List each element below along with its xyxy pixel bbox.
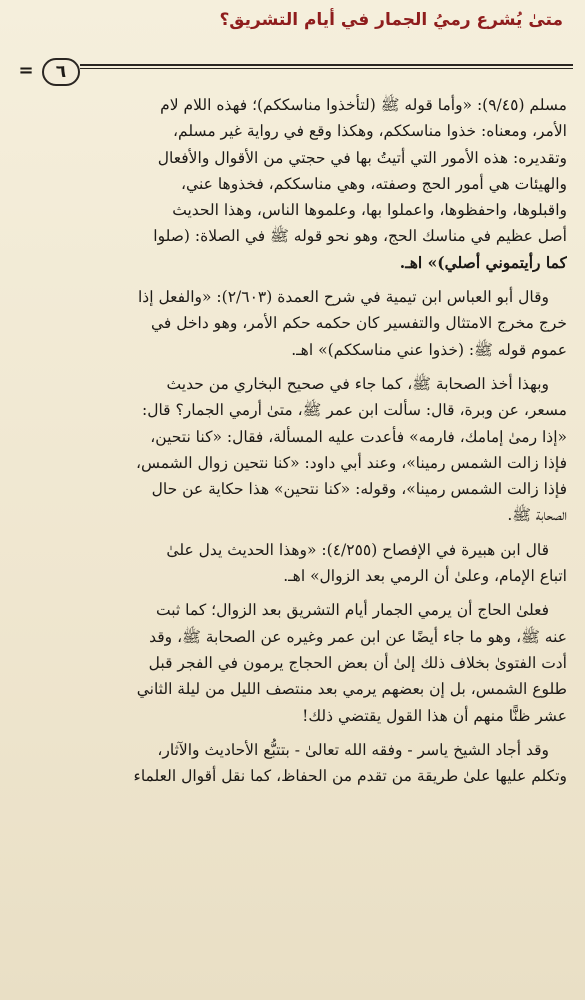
page-number: ٦ [42, 58, 80, 86]
text-line: عموم قوله ﷺ: (خذوا عني مناسككم)» اهـ. [291, 340, 567, 359]
text-line: وبهذا أخذ الصحابة ﷺ، كما جاء في صحيح البخاري من حديث [166, 374, 549, 393]
text-line: فعلىٰ الحاج أن يرمي الجمار أيام التشريق بعد الزوال؛ كما ثبت [156, 601, 549, 620]
text-line: خرج مخرج الامتثال والتفسير كان حكمه حكم الأمر، وهو داخل في [150, 314, 567, 333]
body-text [22, 92, 567, 797]
text-line: «إذا رمىٰ إمامك، فارمه» فأعدت عليه المسألة، فقال: «كنا نتحين، [150, 427, 567, 446]
text-line: وتكلم عليها علىٰ طريقة من تقدم من الحفاظ، كما نقل أقوال العلماء [133, 767, 567, 786]
text-line: وقال أبو العباس ابن تيمية في شرح العمدة (٢/٦٠٣): «والفعل إذا [138, 288, 549, 307]
text-line: قال ابن هبيرة في الإفصاح (٤/٢٥٥): «وهذا الحديث يدل علىٰ [166, 540, 549, 559]
text-line: عشر ظنًّا منهم أن هذا القول يقتضي ذلك! [302, 706, 567, 725]
text-line: أصل عظيم في مناسك الحج، وهو نحو قوله ﷺ في الصلاة: (صلوا [153, 227, 567, 246]
text-line: طلوع الشمس، بل إن بعضهم يرمي بعد منتصف الليل من ليلة الثاني [136, 680, 567, 699]
text-line: الصحابة ﷺ. [507, 506, 567, 525]
header-rule [80, 64, 573, 69]
text-line: عنه ﷺ، وهو ما جاء أيضًا عن ابن عمر وغيره عن الصحابة ﷺ، وقد [149, 627, 567, 646]
page-number-ornament: = [18, 60, 34, 81]
paragraph [22, 371, 567, 529]
text-line: وقد أجاد الشيخ ياسر - وفقه الله تعالىٰ - بتتبُّع الأحاديث والآثار، [157, 740, 549, 759]
text-line: أدت الفتوىٰ بخلاف ذلك إلىٰ أن بعض الحجاج يرمون في الفجر قبل [148, 653, 567, 672]
paragraph [22, 537, 567, 590]
paragraph [22, 737, 567, 790]
text-line: مسعر، عن وبرة، قال: سألت ابن عمر ﷺ، متىٰ أرمي الجمار؟ قال: [141, 401, 567, 420]
text-line: الأمر، ومعناه: خذوا مناسككم، وهكذا وقع في رواية غير مسلم، [173, 122, 567, 141]
text-line: مسلم (٩/٤٥): «وأما قوله ﷺ (لتأخذوا مناسككم)؛ فهذه اللام لام [160, 96, 567, 114]
paragraph [22, 597, 567, 728]
text-line: كما رأيتموني أصلي)» اهـ. [399, 252, 567, 272]
text-line: واقبلوها، واحفظوها، واعملوا بها، وعلموها الناس، وهذا الحديث [172, 201, 567, 220]
text-line: والهيئات هي أمور الحج وصفته، وهي مناسككم، فخذوها عني، [181, 174, 567, 193]
text-line: فإذا زالت الشمس رمينا»، وقوله: «كنا نتحين» هذا حكاية عن حال [151, 480, 567, 499]
paragraph [22, 284, 567, 363]
running-head: متىٰ يُشرع رميُ الجمار في أيام التشريق؟ [219, 10, 563, 30]
text-line: وتقديره: هذه الأمور التي أتيتُ بها في حجتي من الأقوال والأفعال [157, 148, 567, 167]
paragraph [22, 92, 567, 276]
text-line: فإذا زالت الشمس رمينا»، وعند أبي داود: «كنا نتحين زوال الشمس، [135, 453, 567, 472]
text-line: اتباع الإمام، وعلىٰ أن الرمي بعد الزوال» اهـ. [283, 567, 567, 586]
